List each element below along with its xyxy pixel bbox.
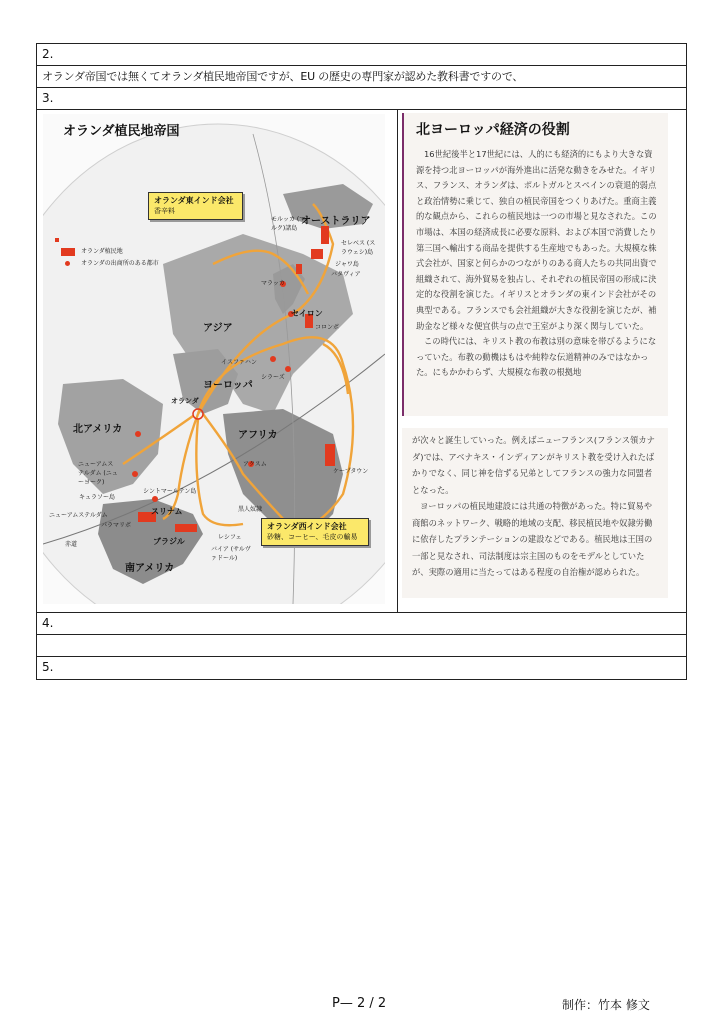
label-malacca: マラッカ	[261, 280, 285, 287]
label-south-america: 南アメリカ	[125, 563, 175, 574]
label-isfahan: イスファハン	[221, 359, 257, 366]
row-2-text: オランダ帝国では無くてオランダ植民地帝国ですが、EU の歴史の専門家が認めた教科書ですので、	[37, 66, 686, 88]
textbook-title: 北ヨーロッパ経済の役割	[416, 122, 570, 138]
dutch-colonial-map	[43, 114, 385, 604]
textbook-excerpt-2	[402, 428, 668, 598]
row-4-answer	[37, 635, 686, 657]
legend-colony	[61, 246, 159, 258]
west-india-title: オランダ西インド会社	[267, 522, 347, 531]
label-suriname: スリナム	[151, 507, 183, 516]
label-colombo: コロンボ	[315, 324, 340, 331]
legend-city	[61, 258, 159, 270]
label-curacao: キュラソー島	[79, 494, 116, 501]
colony-swatch	[61, 248, 75, 256]
label-new-amsterdam: ニューアムステルダム (ニューヨーク)	[78, 461, 118, 486]
label-recife: レシフェ	[218, 534, 242, 541]
label-cape-town: ケープタウン	[333, 468, 369, 475]
label-holland: オランダ	[171, 397, 199, 405]
label-new-amsterdam2: ニューアムステルダム	[49, 512, 108, 519]
label-north-america: 北アメリカ	[73, 424, 123, 435]
textbook-para-4: ヨーロッパの植民地建設には共通の特徴があった。特に貿易や商館のネットワーク、戦略的地域の支配、移民植民地や奴隷労働に依存したプランテーションの建設などである。植民地は王国の一部と見なされ、司法制度は宗主国のものをモデルとしていたが、実際の適用に当たってはある程度の自治権が認められた。	[412, 501, 653, 577]
label-brazil: ブラジル	[153, 537, 185, 546]
row-3-content	[37, 110, 686, 613]
city-dot	[65, 261, 70, 266]
textbook-para-2: この時代には、キリスト教の布教は別の意味を帯びるようになっていた。布教の動機はもはや純粋な伝道精神のみではなかった。にもかかわらず、大規模な布教の根拠地	[416, 336, 657, 378]
label-ceylon: セイロン	[291, 309, 323, 318]
label-shiraz: シラーズ	[261, 374, 285, 381]
label-equator: 赤道	[65, 541, 78, 548]
map-legend	[61, 246, 159, 270]
label-asia: アジア	[203, 323, 233, 334]
textbook-para-3: が次々と誕生していった。例えばニューフランス(フランス領カナダ)では、アベナキス・インディアンがキリスト教を受け入れたばかりでなく、同じ神を信ずる兄弟としてフランスの強力な同盟者となった。	[412, 435, 655, 495]
textbook-cell	[398, 110, 686, 612]
label-africa: アフリカ	[238, 430, 278, 441]
label-bahia: バイア (サルヴァドール)	[211, 546, 251, 562]
label-st-maarten: シントマールテン島	[143, 488, 197, 495]
map-title: オランダ植民地帝国	[63, 124, 180, 139]
textbook-para-1: 16世紀後半と17世紀には、人的にも経済的にもより大きな資源を持つ北ヨーロッパが海外進出に活発な動きをみせた。イギリス、フランス、オランダは、ポルトガルとスペインの衰退的弱点と政治情勢に乗じて、独自の植民帝国をつくりあげた。重商主義的な観点から、これらの植民地は一つの市場と見なされた。この市場は、本国の経済成長に必要な原料、および本国で消費したり第三国へ輸出する商品を提供する生産地でもあった。大規模な株式会社が、国家と何らかのつながりのある商人たちの共同出資で組織されて、海外貿易を独占し、それぞれの植民帝国の形成に決定的な役割を演じた。イギリスとオランダの東インド会社がその典型である。フランスでも会社組織が大きな役割を演じたが、補助金など様々な便宜供与の点で王室がより深く関与していた。	[416, 149, 657, 331]
legend-colony-label: オランダ植民地	[81, 248, 123, 255]
textbook-excerpt-1	[402, 113, 668, 416]
label-australia: オーストラリア	[301, 216, 371, 227]
legend-city-label: オランダの出商所のある都市	[81, 260, 159, 267]
map-cell	[37, 110, 398, 612]
label-slave-trade: 黒人奴隷	[238, 506, 263, 513]
label-java: ジャワ島	[335, 261, 359, 268]
label-paramaribo: パラマリボ	[101, 522, 132, 529]
author-credit: 制作：竹本 修文	[562, 998, 650, 1012]
west-india-callout	[261, 518, 369, 546]
row-4-number: 4.	[37, 613, 686, 635]
row-3-number: 3.	[37, 88, 686, 110]
label-accra: アクスム	[243, 461, 267, 468]
label-batavia: バタヴィア	[331, 271, 361, 278]
row-2-number: 2.	[37, 44, 686, 66]
label-europe: ヨーロッパ	[203, 380, 253, 391]
east-india-title: オランダ東インド会社	[154, 196, 234, 205]
label-moluccas: モルッカ (マルク)諸島	[271, 216, 306, 232]
west-india-subtitle: 砂糖、コーヒー、毛皮の輸易	[267, 533, 358, 541]
worksheet-table	[36, 43, 687, 680]
east-india-callout	[148, 192, 243, 220]
east-india-subtitle: 香辛料	[154, 207, 175, 215]
row-5-number: 5.	[42, 660, 54, 674]
page-number: P— 2 / 2	[332, 996, 387, 1011]
label-celebes: セレベス (スラウェシ)島	[341, 240, 376, 256]
